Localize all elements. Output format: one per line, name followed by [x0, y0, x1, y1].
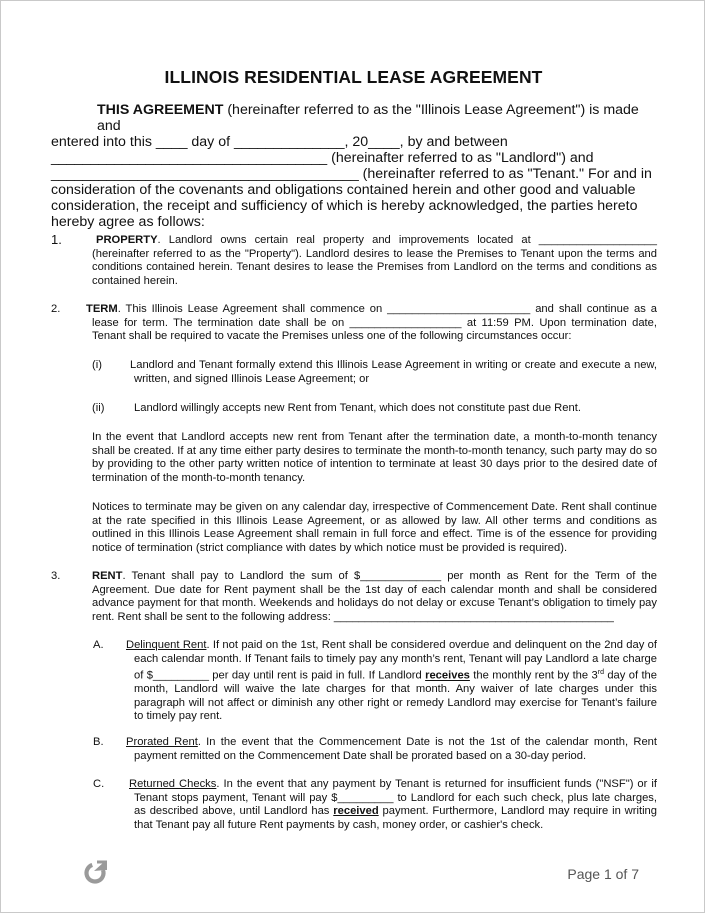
section-1-property: [92, 234, 657, 288]
rent-item-a-receives: receives: [425, 669, 470, 682]
section-2-number: 2.: [51, 303, 61, 315]
rent-item-a-number: A.: [93, 639, 104, 651]
rent-item-b-text: . In the event that the Commencement Date is not the 1st of the calendar month, Rent payment remitted on the Commencement Date shall be prorated based on a 30-day period.: [134, 736, 657, 762]
rent-item-a-delinquent: [126, 639, 657, 724]
term-item-ii-text: Landlord willingly accepts new Rent from Tenant, which does not constitute past due Rent.: [134, 402, 581, 414]
page-number: Page 1 of 7: [567, 866, 639, 882]
term-item-ii: [134, 402, 657, 416]
term-item-i: [130, 359, 657, 386]
rent-item-b-prorated: [126, 736, 657, 763]
rent-item-b-number: B.: [93, 736, 104, 748]
rent-item-c-returned-checks: [129, 778, 657, 832]
document-title: ILLINOIS RESIDENTIAL LEASE AGREEMENT: [164, 67, 543, 87]
rent-item-a-superscript: rd: [597, 669, 604, 676]
rent-item-a-heading: Delinquent Rent: [126, 639, 207, 651]
term-item-i-number: (i): [92, 359, 102, 371]
term-paragraph-notices: [92, 501, 657, 555]
rent-item-c-received: received: [333, 805, 379, 817]
section-2-term: [86, 303, 657, 344]
intro-line-4: _______________________________________ (hereinafter referred to as "Tenant." For and in: [51, 166, 652, 182]
section-2-text: . This Illinois Lease Agreement shall commence on _______________________ and shall continue as a lease for term. The termination date shall be on __________________ at 11:59 PM. Upon termination date, Tenant shall be required to vacate the Premises unless one of the following circumstances occur:: [92, 303, 657, 342]
term-para-1: In the event that Landlord accepts new rent from Tenant after the termination date, a month-to-month tenancy shall be created. If at any time either party desires to terminate the month-to-month tenancy, such party may do so by providing to the other party written notice of intention to terminate at least 30 days prior to the desired date of termination of the month-to-month tenancy.: [92, 431, 657, 484]
section-3-rent: [92, 570, 657, 624]
intro-line-2: entered into this ____ day of ______________, 20____, by and between: [51, 134, 508, 150]
term-item-ii-number: (ii): [92, 402, 105, 414]
rent-item-c-number: C.: [93, 778, 105, 790]
intro-line-3: ___________________________________ (hereinafter referred to as "Landlord") and: [51, 150, 594, 166]
rent-item-c-heading: Returned Checks: [129, 778, 217, 790]
intro-line-6: consideration, the receipt and sufficiency of which is hereby acknowledged, the parties hereto: [51, 198, 638, 214]
term-paragraph-month-to-month: [92, 431, 657, 485]
section-3-heading: RENT: [92, 570, 123, 582]
rent-item-b-heading: Prorated Rent: [126, 736, 198, 748]
rent-item-c-text-1: . In the event that any payment by Tenant is returned for insufficient funds ("NSF") or if Tenant stops payment, Tenant will pay $_________ to Landlord for each such check, plus late charges, as described above, until Landlord has: [134, 778, 657, 817]
term-item-i-text: Landlord and Tenant formally extend this Illinois Lease Agreement in writing or create and execute a new, written, and signed Illinois Lease Agreement; or: [130, 359, 657, 385]
intro-line-7: hereby agree as follows:: [51, 214, 205, 230]
refresh-arrow-logo-icon: [83, 859, 109, 885]
intro-line-5: consideration of the covenants and obligations contained herein and other good and valuable: [51, 182, 636, 198]
rent-item-a-text-1: . If not paid on the 1st, Rent shall be considered overdue and delinquent on the 2nd day of each calendar month. If Tenant fails to timely pay any month’s rent, Tenant will pay Landlord a late charge of $_________ per day until rent is paid in full. If Landlord: [134, 639, 657, 682]
intro-line-1: (hereinafter referred to as the "Illinois Lease Agreement") is made and: [97, 102, 639, 134]
term-para-2: Notices to terminate may be given on any calendar day, irrespective of Commencement Date. Rent shall continue at the rate specified in this Illinois Lease Agreement, or as allowed by law. All other terms and conditions as outlined in this Illinois Lease Agreement shall remain in full force and effect. Time is of the essence for providing notice of termination (strict compliance with dates by which notice must be provided is required).: [92, 501, 657, 554]
intro-bold-lead: THIS AGREEMENT: [97, 102, 224, 118]
rent-item-a-text-3: day of the month, Landlord will waive the late charges for that month. Any waiver of late charges under this paragraph will not affect or diminish any other right or remedy Landlord may exercise for Tenant’s failure to timely pay rent.: [134, 669, 657, 723]
section-1-text: . Landlord owns certain real property and improvements located at ___________________ (hereinafter referred to as the "Property"). Landlord desires to lease the Premises to Tenant upon the terms and conditions contained herein. Tenant desires to lease the Premises from Landlord on the terms and conditions as contained herein.: [92, 234, 657, 287]
section-3-text: . Tenant shall pay to Landlord the sum of $_____________ per month as Rent for the Term of the Agreement. Due date for Rent payment shall be the 1st day of each calendar month and shall be considered advance payment for that month. Weekends and holidays do not delay or excuse Tenant’s obligation to timely pay rent. Rent shall be sent to the following address: _____________________________________________: [92, 570, 657, 623]
rent-item-c-text-2: payment. Furthermore, Landlord may require in writing that Tenant pay all future Rent payments by cash, money order, or cashier's check.: [134, 805, 657, 831]
section-1-heading: PROPERTY: [96, 234, 158, 246]
intro-paragraph: [51, 102, 657, 230]
rent-item-a-text-2: the monthly rent by the 3: [469, 669, 598, 682]
section-3-number: 3.: [51, 570, 61, 582]
section-1-number: 1.: [51, 232, 62, 247]
section-2-heading: TERM: [86, 303, 118, 315]
